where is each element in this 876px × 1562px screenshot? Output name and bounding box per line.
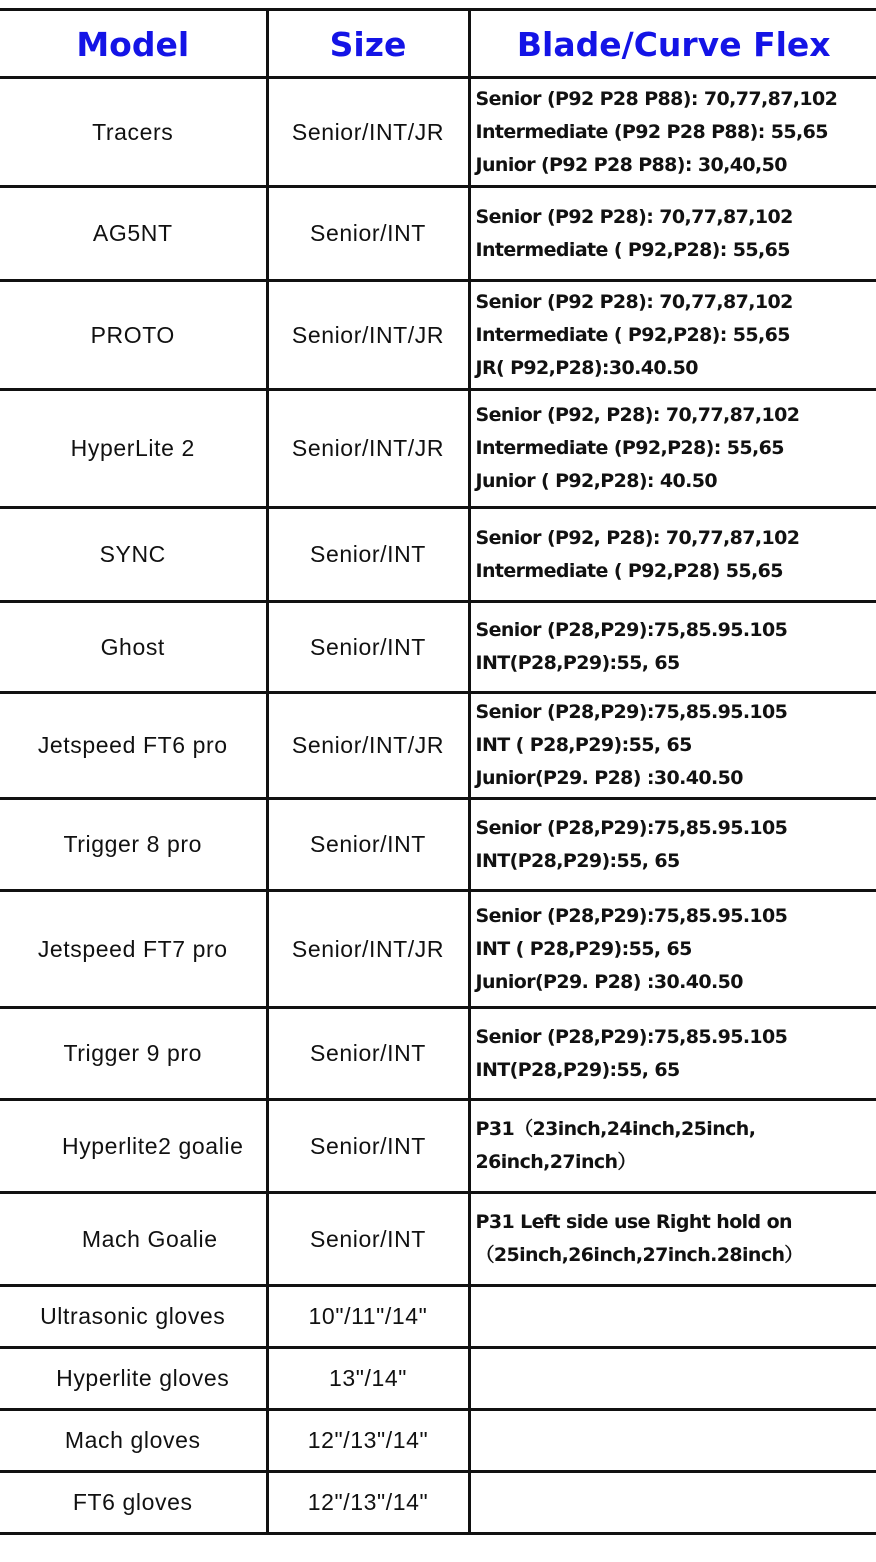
flex-line: Senior (P28,P29):75,85.95.105 xyxy=(475,1025,788,1048)
flex-line: Junior ( P92,P28): 40.50 xyxy=(475,470,718,492)
flex-line: INT(P28,P29):55, 65 xyxy=(475,849,680,872)
table-row xyxy=(0,891,876,1008)
flex-cell xyxy=(469,187,876,281)
size-cell: Senior/INT xyxy=(267,187,469,281)
model-cell: Hyperlite2 goalie xyxy=(0,1100,267,1193)
flex-cell xyxy=(469,1348,876,1410)
table-row xyxy=(0,602,876,693)
flex-line: Intermediate ( P92,P28): 55,65 xyxy=(475,323,790,346)
header-blade-curve-flex: Blade/Curve Flex xyxy=(469,10,876,78)
table-row xyxy=(0,281,876,390)
table-row xyxy=(0,1410,876,1472)
model-cell: Mach gloves xyxy=(0,1410,267,1472)
model-cell: HyperLite 2 xyxy=(0,390,267,508)
flex-cell xyxy=(469,1008,876,1100)
flex-line: P31 Left side use Right hold on xyxy=(475,1211,792,1233)
model-cell: Mach Goalie xyxy=(0,1193,267,1286)
flex-cell xyxy=(469,78,876,187)
table-row xyxy=(0,78,876,187)
flex-line: Intermediate ( P92,P28) 55,65 xyxy=(475,559,783,582)
flex-cell xyxy=(469,508,876,602)
flex-line: Intermediate (P92 P28 P88): 55,65 xyxy=(475,120,828,143)
table-row xyxy=(0,1100,876,1193)
size-cell: Senior/INT xyxy=(267,1193,469,1286)
flex-cell xyxy=(469,693,876,799)
model-cell: PROTO xyxy=(0,281,267,390)
flex-cell xyxy=(469,1410,876,1472)
table-row xyxy=(0,1348,876,1410)
header-size: Size xyxy=(267,10,469,78)
flex-line: Senior (P92, P28): 70,77,87,102 xyxy=(475,526,800,549)
flex-cell xyxy=(469,1286,876,1348)
size-cell: Senior/INT xyxy=(267,1100,469,1193)
table-row xyxy=(0,693,876,799)
flex-line: INT(P28,P29):55, 65 xyxy=(475,1058,680,1081)
flex-line: Junior (P92 P28 P88): 30,40,50 xyxy=(475,153,787,176)
flex-line: INT ( P28,P29):55, 65 xyxy=(475,937,692,960)
size-cell: 12"/13"/14" xyxy=(267,1472,469,1534)
flex-line: Junior(P29. P28) :30.40.50 xyxy=(475,767,743,789)
flex-line: Senior (P28,P29):75,85.95.105 xyxy=(475,904,788,927)
model-cell: Tracers xyxy=(0,78,267,187)
size-cell: Senior/INT/JR xyxy=(267,78,469,187)
flex-line: （25inch,26inch,27inch.28inch） xyxy=(475,1244,803,1266)
flex-line: Junior(P29. P28) :30.40.50 xyxy=(475,970,743,993)
model-cell: Ghost xyxy=(0,602,267,693)
size-cell: Senior/INT xyxy=(267,1008,469,1100)
flex-cell xyxy=(469,1100,876,1193)
flex-cell xyxy=(469,799,876,891)
table-row xyxy=(0,1472,876,1534)
flex-line: Senior (P92 P28 P88): 70,77,87,102 xyxy=(475,87,838,110)
table-row xyxy=(0,187,876,281)
flex-line: 26inch,27inch） xyxy=(475,1151,636,1173)
size-cell: Senior/INT/JR xyxy=(267,693,469,799)
flex-line: Senior (P28,P29):75,85.95.105 xyxy=(475,619,788,641)
size-cell: 12"/13"/14" xyxy=(267,1410,469,1472)
flex-line: P31（23inch,24inch,25inch, xyxy=(475,1118,756,1140)
table-row xyxy=(0,390,876,508)
model-cell: Trigger 8 pro xyxy=(0,799,267,891)
flex-cell xyxy=(469,602,876,693)
flex-line: Senior (P28,P29):75,85.95.105 xyxy=(475,701,788,723)
size-cell: Senior/INT xyxy=(267,799,469,891)
flex-cell xyxy=(469,390,876,508)
size-cell: Senior/INT/JR xyxy=(267,281,469,390)
model-cell: Jetspeed FT7 pro xyxy=(0,891,267,1008)
model-cell: Trigger 9 pro xyxy=(0,1008,267,1100)
flex-cell xyxy=(469,1472,876,1534)
table-row xyxy=(0,799,876,891)
table-row xyxy=(0,508,876,602)
flex-line: Senior (P92 P28): 70,77,87,102 xyxy=(475,290,793,313)
size-cell: 13"/14" xyxy=(267,1348,469,1410)
flex-line: Intermediate (P92,P28): 55,65 xyxy=(475,437,784,459)
model-cell: Ultrasonic gloves xyxy=(0,1286,267,1348)
model-cell: Hyperlite gloves xyxy=(0,1348,267,1410)
flex-line: Senior (P92 P28): 70,77,87,102 xyxy=(475,205,793,228)
table-row xyxy=(0,1286,876,1348)
flex-line: INT ( P28,P29):55, 65 xyxy=(475,734,692,756)
model-cell: AG5NT xyxy=(0,187,267,281)
size-cell: 10"/11"/14" xyxy=(267,1286,469,1348)
header-row xyxy=(0,10,876,78)
flex-line: Senior (P28,P29):75,85.95.105 xyxy=(475,816,788,839)
stick-spec-table xyxy=(0,8,876,1535)
flex-cell xyxy=(469,281,876,390)
table-row xyxy=(0,1193,876,1286)
header-model: Model xyxy=(0,10,267,78)
size-cell: Senior/INT/JR xyxy=(267,891,469,1008)
flex-line: INT(P28,P29):55, 65 xyxy=(475,652,680,674)
model-cell: SYNC xyxy=(0,508,267,602)
model-cell: FT6 gloves xyxy=(0,1472,267,1534)
size-cell: Senior/INT/JR xyxy=(267,390,469,508)
flex-line: JR( P92,P28):30.40.50 xyxy=(475,356,698,379)
flex-cell xyxy=(469,891,876,1008)
flex-cell xyxy=(469,1193,876,1286)
table-row xyxy=(0,1008,876,1100)
flex-line: Intermediate ( P92,P28): 55,65 xyxy=(475,238,790,261)
flex-line: Senior (P92, P28): 70,77,87,102 xyxy=(475,404,800,426)
model-cell: Jetspeed FT6 pro xyxy=(0,693,267,799)
size-cell: Senior/INT xyxy=(267,508,469,602)
size-cell: Senior/INT xyxy=(267,602,469,693)
